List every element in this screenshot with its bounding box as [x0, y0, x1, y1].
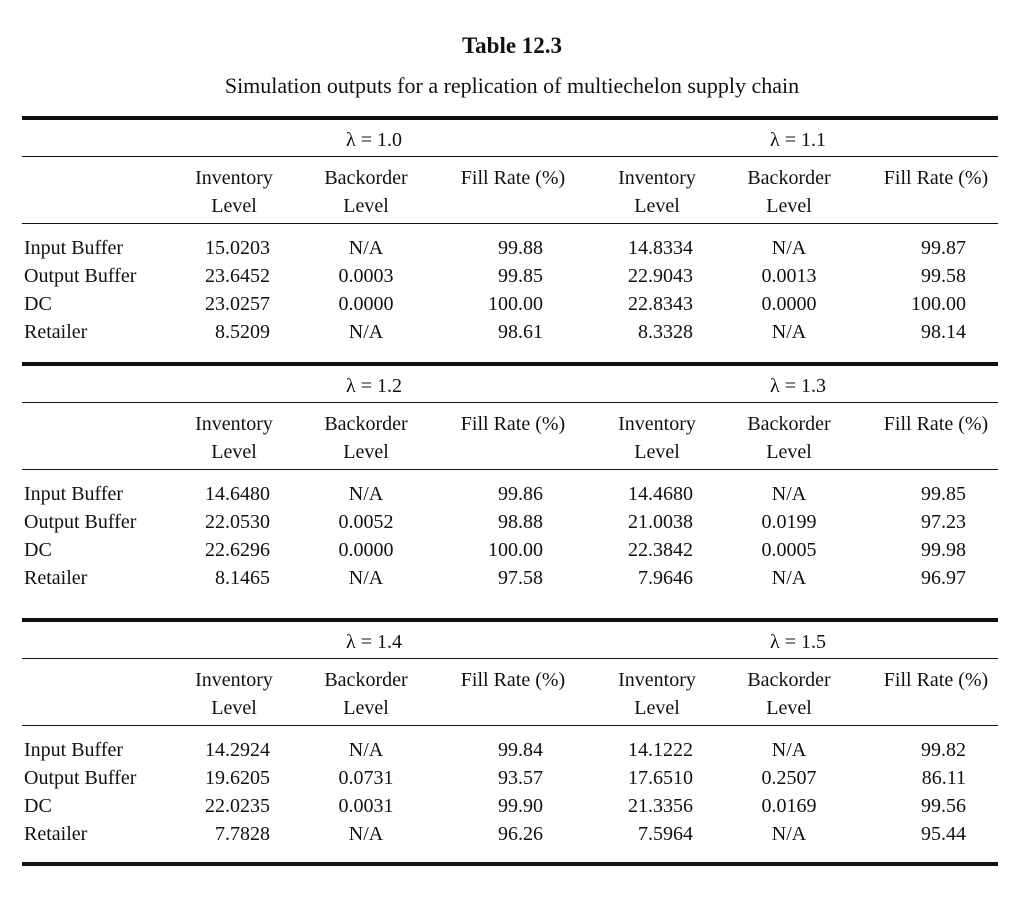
- table-cell: 15.0203: [205, 237, 270, 259]
- table-cell: N/A: [771, 237, 807, 259]
- lambda-rule: [22, 402, 998, 403]
- table-cell: 99.58: [921, 265, 966, 287]
- table-cell: 99.82: [921, 739, 966, 761]
- table-cell: 95.44: [921, 823, 966, 845]
- table-cell: 14.4680: [628, 483, 693, 505]
- table-cell: 86.11: [921, 767, 966, 789]
- column-header: Backorder: [747, 413, 831, 435]
- block-top-rule: [22, 362, 998, 366]
- table-cell: 99.86: [498, 483, 543, 505]
- table-cell: 23.6452: [205, 265, 270, 287]
- lambda-rule: [22, 156, 998, 157]
- row-label: Output Buffer: [24, 265, 137, 287]
- table-cell: 99.88: [498, 237, 543, 259]
- table-cell: 22.6296: [205, 539, 270, 561]
- table-cell: 14.1222: [628, 739, 693, 761]
- table-cell: 8.3328: [638, 321, 693, 343]
- column-header: Backorder: [747, 669, 831, 691]
- column-header: Level: [211, 195, 257, 217]
- table-cell: N/A: [771, 739, 807, 761]
- column-header: Level: [343, 697, 389, 719]
- column-header: Inventory: [618, 669, 696, 691]
- table-cell: 98.88: [498, 511, 543, 533]
- table-cell: N/A: [348, 321, 384, 343]
- column-header: Backorder: [324, 167, 408, 189]
- column-header: Fill Rate (%): [460, 669, 566, 691]
- table-cell: 0.0005: [761, 539, 817, 561]
- table-cell: 0.0000: [338, 539, 394, 561]
- row-label: Output Buffer: [24, 511, 137, 533]
- table-cell: N/A: [348, 483, 384, 505]
- table-cell: 96.97: [921, 567, 966, 589]
- table-cell: 22.9043: [628, 265, 693, 287]
- table-cell: N/A: [771, 567, 807, 589]
- column-header: Inventory: [195, 669, 273, 691]
- table-cell: N/A: [348, 823, 384, 845]
- table-cell: 0.0731: [338, 767, 394, 789]
- column-header: Inventory: [195, 413, 273, 435]
- table-cell: 14.2924: [205, 739, 270, 761]
- table-cell: 98.61: [498, 321, 543, 343]
- table-cell: 0.0003: [338, 265, 394, 287]
- row-label: DC: [24, 539, 52, 561]
- lambda-label: λ = 1.4: [346, 631, 402, 653]
- column-header: Level: [634, 697, 680, 719]
- table-cell: N/A: [771, 321, 807, 343]
- column-header: Level: [343, 195, 389, 217]
- row-label: Input Buffer: [24, 739, 124, 761]
- table-cell: N/A: [771, 483, 807, 505]
- table-cell: 8.1465: [215, 567, 270, 589]
- row-label: Retailer: [24, 567, 88, 589]
- table-cell: 7.7828: [215, 823, 270, 845]
- column-header: Fill Rate (%): [460, 167, 566, 189]
- table-cell: 17.6510: [628, 767, 693, 789]
- table-cell: 99.84: [498, 739, 543, 761]
- lambda-label: λ = 1.0: [346, 129, 402, 151]
- table-cell: N/A: [348, 567, 384, 589]
- column-header: Inventory: [195, 167, 273, 189]
- column-header: Backorder: [324, 669, 408, 691]
- row-label: Input Buffer: [24, 483, 124, 505]
- column-header: Fill Rate (%): [460, 413, 566, 435]
- table-cell: 100.00: [488, 539, 543, 561]
- table-cell: 100.00: [488, 293, 543, 315]
- column-header: Fill Rate (%): [883, 669, 989, 691]
- table-cell: 97.58: [498, 567, 543, 589]
- table-cell: 14.8334: [628, 237, 693, 259]
- column-header: Level: [766, 697, 812, 719]
- column-header: Level: [634, 441, 680, 463]
- table-cell: 22.3842: [628, 539, 693, 561]
- table-cell: 99.56: [921, 795, 966, 817]
- row-label: DC: [24, 293, 52, 315]
- table-bottom-rule: [22, 862, 998, 866]
- lambda-rule: [22, 658, 998, 659]
- header-rule: [22, 469, 998, 470]
- block-top-rule: [22, 618, 998, 622]
- table-cell: 100.00: [911, 293, 966, 315]
- table-cell: 7.9646: [638, 567, 693, 589]
- column-header: Level: [343, 441, 389, 463]
- table-cell: 96.26: [498, 823, 543, 845]
- table-cell: 21.3356: [628, 795, 693, 817]
- header-rule: [22, 223, 998, 224]
- table-cell: 93.57: [498, 767, 543, 789]
- table-cell: 19.6205: [205, 767, 270, 789]
- table-cell: 99.87: [921, 237, 966, 259]
- lambda-label: λ = 1.1: [770, 129, 826, 151]
- lambda-label: λ = 1.3: [770, 375, 826, 397]
- table-cell: 22.8343: [628, 293, 693, 315]
- row-label: Retailer: [24, 823, 88, 845]
- table-cell: N/A: [771, 823, 807, 845]
- row-label: Output Buffer: [24, 767, 137, 789]
- table-cell: 8.5209: [215, 321, 270, 343]
- column-header: Level: [211, 441, 257, 463]
- table-cell: 99.98: [921, 539, 966, 561]
- table-cell: 0.0000: [761, 293, 817, 315]
- table-cell: 0.2507: [761, 767, 817, 789]
- column-header: Fill Rate (%): [883, 413, 989, 435]
- header-rule: [22, 725, 998, 726]
- table-cell: 14.6480: [205, 483, 270, 505]
- column-header: Backorder: [747, 167, 831, 189]
- column-header: Level: [766, 195, 812, 217]
- table-cell: N/A: [348, 739, 384, 761]
- table-cell: 0.0031: [338, 795, 394, 817]
- table-cell: 0.0013: [761, 265, 817, 287]
- column-header: Backorder: [324, 413, 408, 435]
- column-header: Fill Rate (%): [883, 167, 989, 189]
- column-header: Level: [766, 441, 812, 463]
- table-cell: 0.0000: [338, 293, 394, 315]
- table-cell: 0.0052: [338, 511, 394, 533]
- column-header: Level: [211, 697, 257, 719]
- table-cell: 7.5964: [638, 823, 693, 845]
- column-header: Level: [634, 195, 680, 217]
- table-cell: 99.85: [498, 265, 543, 287]
- lambda-label: λ = 1.5: [770, 631, 826, 653]
- table-cell: 22.0235: [205, 795, 270, 817]
- column-header: Inventory: [618, 413, 696, 435]
- row-label: Input Buffer: [24, 237, 124, 259]
- block-top-rule: [22, 116, 998, 120]
- lambda-label: λ = 1.2: [346, 375, 402, 397]
- row-label: Retailer: [24, 321, 88, 343]
- table-cell: 98.14: [921, 321, 966, 343]
- table-cell: 99.85: [921, 483, 966, 505]
- table-cell: 22.0530: [205, 511, 270, 533]
- row-label: DC: [24, 795, 52, 817]
- table-title: Table 12.3: [461, 33, 563, 58]
- table-cell: 23.0257: [205, 293, 270, 315]
- table-cell: 97.23: [921, 511, 966, 533]
- table-cell: N/A: [348, 237, 384, 259]
- table-cell: 21.0038: [628, 511, 693, 533]
- table-subtitle: Simulation outputs for a replication of multiechelon supply chain: [224, 73, 800, 98]
- table-cell: 99.90: [498, 795, 543, 817]
- column-header: Inventory: [618, 167, 696, 189]
- table-cell: 0.0169: [761, 795, 817, 817]
- table-cell: 0.0199: [761, 511, 817, 533]
